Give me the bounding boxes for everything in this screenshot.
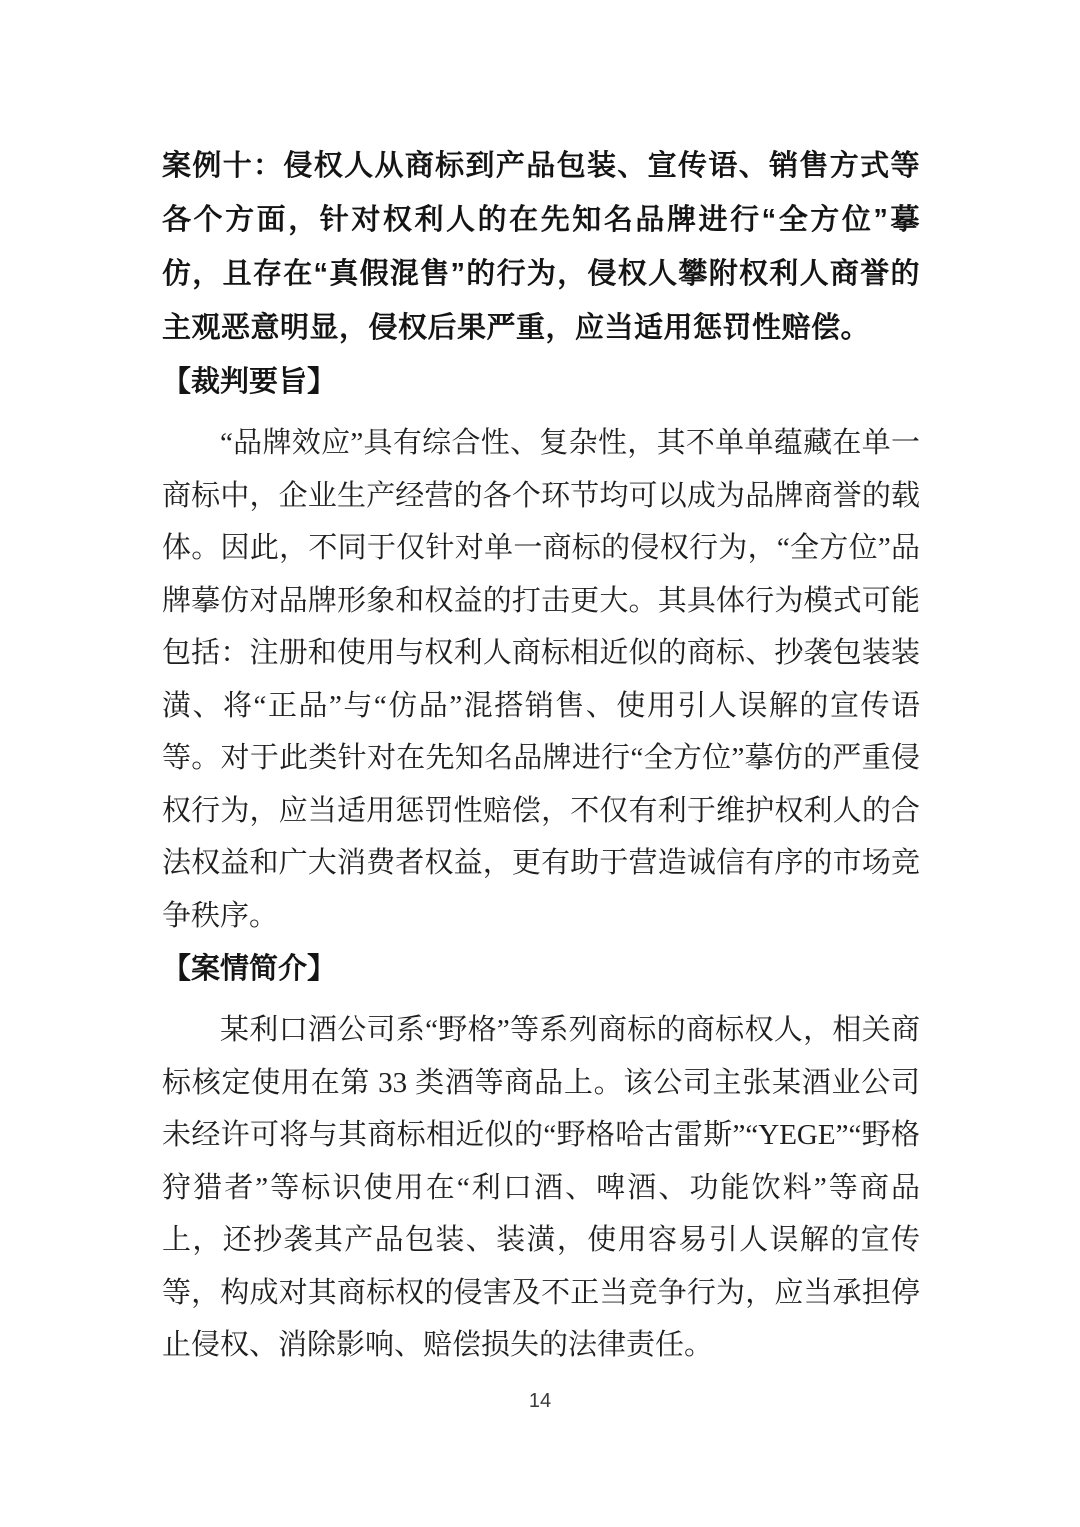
judgment-gist-paragraph: “品牌效应”具有综合性、复杂性，其不单单蕴藏在单一商标中，企业生产经营的各个环节均可以成为品牌商誉的载体。因此，不同于仅针对单一商标的侵权行为，“全方位”品牌摹仿对品牌形象和权益的打击更大。其具体行为模式可能包括：注册和使用与权利人商标相近似的商标、抄袭包装装潢、将“正品”与“仿品”混搭销售、使用引人误解的宣传语等。对于此类针对在先知名品牌进行“全方位”摹仿的严重侵权行为，应当适用惩罚性赔偿，不仅有利于维护权利人的合法权益和广大消费者权益，更有助于营造诚信有序的市场竞争秩序。	[162, 427, 920, 932]
section-heading-case-summary: 【案情简介】	[162, 953, 337, 985]
case-title: 案例十：侵权人从商标到产品包装、宣传语、销售方式等各个方面，针对权利人的在先知名品牌进行“全方位”摹仿，且存在“真假混售”的行为，侵权人攀附权利人商誉的主观恶意明显，侵权后果严重，应当适用惩罚性赔偿。	[162, 150, 920, 344]
page-number: 14	[528, 1390, 552, 1412]
section-heading-judgment-gist: 【裁判要旨】	[162, 366, 337, 398]
case-summary-paragraph: 某利口酒公司系“野格”等系列商标的商标权人，相关商标核定使用在第 33 类酒等商品上。该公司主张某酒业公司未经许可将与其商标相近似的“野格哈古雷斯”“YEGE”“野格狩猎者”等标识使用在“利口酒、啤酒、功能饮料”等商品上，还抄袭其产品包装、装潢，使用容易引人误解的宣传等，构成对其商标权的侵害及不正当竞争行为，应当承担停止侵权、消除影响、赔偿损失的法律责任。	[162, 1014, 920, 1361]
